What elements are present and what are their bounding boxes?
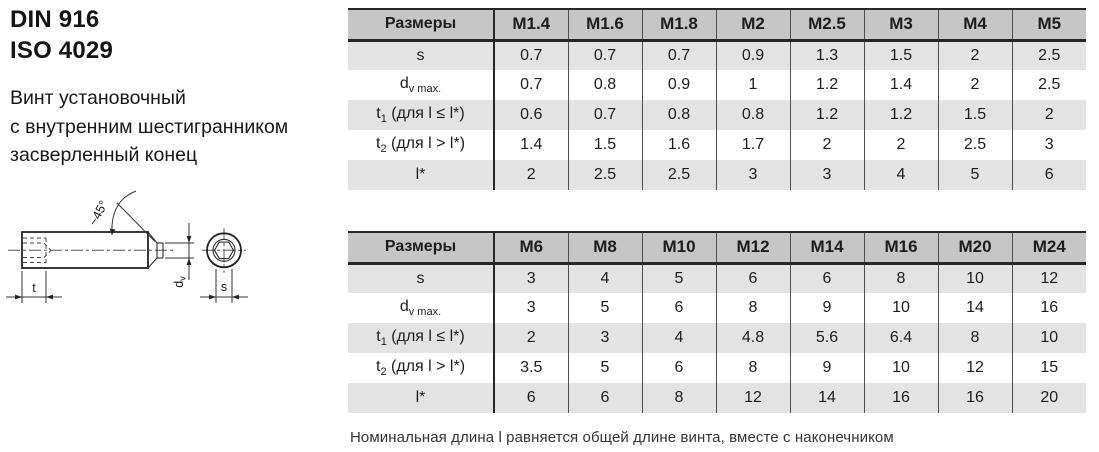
value-cell: 3: [494, 293, 568, 323]
size-column-header: M4: [938, 9, 1012, 40]
value-cell: 0.6: [494, 100, 568, 130]
size-column-header: M1.6: [568, 9, 642, 40]
standard-titles: [10, 4, 113, 66]
value-cell: 1.2: [864, 100, 938, 130]
value-cell: 1.4: [864, 70, 938, 100]
value-cell: 1.2: [790, 100, 864, 130]
chamfer-bottom-line: [148, 258, 157, 268]
row-label: $t_1$ (для l ≤ l*): [348, 323, 494, 353]
t-arrow-left: [15, 295, 22, 300]
value-cell: 1.4: [494, 130, 568, 160]
value-cell: 0.7: [494, 40, 568, 70]
size-column-header: M6: [494, 232, 568, 263]
value-cell: 6: [1044, 166, 1054, 183]
chamfer-top-line: [148, 232, 157, 243]
value-cell: 2.5: [1038, 76, 1061, 93]
side-view: [8, 191, 176, 268]
size-column-header: M8: [568, 232, 642, 263]
t-arrow-right: [46, 295, 53, 300]
row-label: l*: [348, 160, 494, 190]
value-cell: 4: [568, 263, 642, 293]
size-column-header: M20: [938, 232, 1012, 263]
size-column-header: M24: [1012, 232, 1086, 263]
value-cell: 6: [642, 293, 716, 323]
value-cell: 3: [790, 160, 864, 190]
value-cell: 2: [494, 160, 568, 190]
value-cell: 6: [568, 383, 642, 413]
row-label: $t_2$ (для l > l*): [348, 353, 494, 383]
value-cell: 3.5: [494, 353, 568, 383]
size-column-header: M2: [716, 9, 790, 40]
value-cell: 2: [938, 70, 1012, 100]
size-column-header: M5: [1012, 9, 1086, 40]
value-cell: 10: [1040, 329, 1059, 346]
table-row: [348, 383, 1086, 413]
dimensions-table-small-sizes: [348, 8, 1086, 190]
chamfer-angle-annotation: [86, 191, 155, 242]
dv-arrow-bottom: [187, 258, 192, 265]
value-cell: 6: [642, 353, 716, 383]
dimensions-table-large-sizes: [348, 231, 1086, 413]
value-cell: 16: [1040, 299, 1059, 316]
value-cell: 1.7: [716, 130, 790, 160]
dv-label-sub: v: [177, 276, 188, 281]
setscrew-technical-drawing: [0, 185, 270, 335]
header-row: [348, 9, 1086, 40]
value-cell: 5: [938, 160, 1012, 190]
value-cell: 2: [494, 323, 568, 353]
value-cell: 4.8: [716, 323, 790, 353]
table-row: [348, 353, 1086, 383]
table-row: [348, 70, 1086, 100]
table-row: [348, 40, 1086, 70]
value-cell: 5: [568, 353, 642, 383]
s-label: s: [220, 280, 228, 294]
value-cell: 6: [494, 383, 568, 413]
value-cell: 9: [790, 353, 864, 383]
value-cell: 1.3: [790, 40, 864, 70]
s-arrow-right: [232, 295, 239, 300]
value-cell: 4: [864, 160, 938, 190]
value-cell: 3: [716, 160, 790, 190]
value-cell: 1: [716, 70, 790, 100]
standard-iso-title: ISO 4029: [10, 37, 114, 64]
size-column-header: M3: [864, 9, 938, 40]
value-cell: 14: [790, 383, 864, 413]
value-cell: 0.7: [494, 70, 568, 100]
dv-label: [172, 276, 188, 288]
row-label: $d_{v max.}$: [348, 70, 494, 100]
size-column-header: M14: [790, 232, 864, 263]
size-column-header: M12: [716, 232, 790, 263]
value-cell: 0.9: [716, 40, 790, 70]
value-cell: 1.5: [864, 40, 938, 70]
t-label: t: [32, 281, 36, 295]
value-cell: 0.7: [642, 40, 716, 70]
value-cell: 2.5: [938, 130, 1012, 160]
value-cell: 5: [568, 293, 642, 323]
value-cell: 20: [1040, 389, 1059, 406]
value-cell: 1.2: [790, 70, 864, 100]
value-cell: 4: [642, 323, 716, 353]
value-cell: 5.6: [790, 323, 864, 353]
value-cell: 14: [938, 293, 1012, 323]
size-column-header: M1.4: [494, 9, 568, 40]
value-cell: 1.6: [642, 130, 716, 160]
angle-label: ~45°: [86, 198, 111, 228]
value-cell: 9: [790, 293, 864, 323]
size-column-header: M1.8: [642, 9, 716, 40]
value-cell: 8: [938, 323, 1012, 353]
value-cell: 0.7: [568, 100, 642, 130]
standard-din-title: DIN 916: [10, 6, 100, 33]
value-cell: 1.5: [938, 100, 1012, 130]
value-cell: 0.8: [642, 100, 716, 130]
angle-extension-line: [117, 203, 155, 242]
dimension-dv: [165, 223, 194, 288]
size-column-header: M16: [864, 232, 938, 263]
value-cell: 8: [716, 293, 790, 323]
footnote: Номинальная длина l равняется общей длине винта, вместе с наконечником: [350, 429, 894, 446]
row-label: s: [348, 263, 494, 293]
value-cell: 2: [790, 130, 864, 160]
value-cell: 2: [938, 40, 1012, 70]
table-row: [348, 323, 1086, 353]
value-cell: 1.5: [568, 130, 642, 160]
dimension-s: [200, 269, 248, 303]
table-row: [348, 293, 1086, 323]
value-cell: 12: [1040, 269, 1059, 287]
dimensions-table: [348, 8, 1086, 190]
value-cell: 2.5: [642, 160, 716, 190]
value-cell: 10: [864, 293, 938, 323]
value-cell: 8: [642, 383, 716, 413]
value-cell: 6.4: [864, 323, 938, 353]
value-cell: 0.8: [716, 100, 790, 130]
row-label: $t_1$ (для l ≤ l*): [348, 100, 494, 130]
table-row: [348, 263, 1086, 293]
end-view: [202, 228, 246, 273]
value-cell: 16: [938, 383, 1012, 413]
dv-arrow-top: [187, 236, 192, 243]
size-column-header: M2.5: [790, 9, 864, 40]
value-cell: 10: [864, 353, 938, 383]
value-cell: 0.8: [568, 70, 642, 100]
product-description: [10, 84, 288, 170]
description-line-3: засверленный конец: [10, 144, 198, 166]
size-column-header: M10: [642, 232, 716, 263]
value-cell: 3: [494, 263, 568, 293]
dv-label-base: d: [172, 280, 186, 288]
table-row: [348, 100, 1086, 130]
value-cell: 0.7: [568, 40, 642, 70]
header-row: [348, 232, 1086, 263]
value-cell: 6: [716, 263, 790, 293]
row-label: $t_2$ (для l > l*): [348, 130, 494, 160]
value-cell: 10: [938, 263, 1012, 293]
value-cell: 16: [864, 383, 938, 413]
value-cell: 0.9: [642, 70, 716, 100]
dimensions-table: [348, 231, 1086, 413]
row-label: l*: [348, 383, 494, 413]
description-line-2: с внутренним шестигранником: [10, 115, 289, 138]
dimension-t: [6, 271, 62, 303]
angle-arc: [112, 191, 136, 235]
value-cell: 8: [716, 353, 790, 383]
sizes-header-cell: Размеры: [348, 9, 494, 40]
value-cell: 2.5: [568, 160, 642, 190]
row-label: s: [348, 40, 494, 70]
sizes-header-cell: Размеры: [348, 232, 494, 263]
value-cell: 3: [1044, 136, 1054, 153]
value-cell: 3: [568, 323, 642, 353]
row-label: $d_{v max.}$: [348, 293, 494, 323]
value-cell: 2: [1044, 106, 1054, 123]
table-row: [348, 160, 1086, 190]
description-line-1: Винт установочный: [10, 87, 186, 109]
value-cell: 2.5: [1038, 46, 1061, 64]
value-cell: 8: [864, 263, 938, 293]
value-cell: 12: [938, 353, 1012, 383]
table-row: [348, 130, 1086, 160]
s-arrow-left: [209, 295, 216, 300]
value-cell: 2: [864, 130, 938, 160]
value-cell: 15: [1040, 359, 1059, 376]
value-cell: 5: [642, 263, 716, 293]
value-cell: 6: [790, 263, 864, 293]
value-cell: 12: [716, 383, 790, 413]
